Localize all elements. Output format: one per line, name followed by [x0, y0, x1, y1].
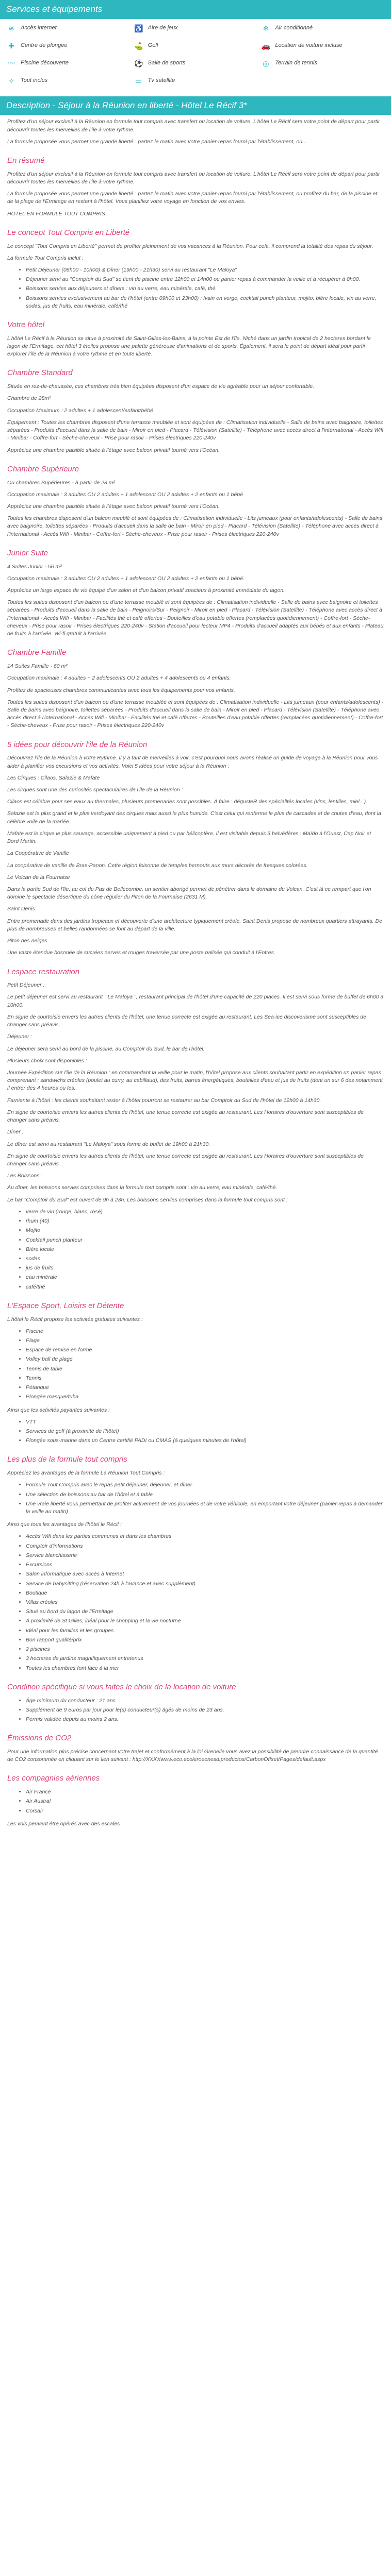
paragraph: En signe de courtoisie envers les autres clients de l'hôtel, une tenue correcte est exigée au restaurant. Les Horaires d'ouverture sont susceptibles de changer sans préavis.: [7, 1109, 364, 1124]
paragraph: La coopérative de vanille de Bras-Panon. Cette région foisonne de temples bernouts aux murs décorés de fresques colorées.: [7, 862, 308, 869]
list-item: • Air Austral: [26, 1798, 384, 1805]
paragraph: La formule proposée vous permet une grande liberté : partez le matin avec votre panier-repas fourni par l'établissement, ou profitez du bar, de la piscine et de la plage de l'Ermitage en restant à l'hôtel. Vous planifiez votre voyage en fonction de vos envies.: [7, 191, 378, 205]
airlines-heading: Les compagnies aériennes: [7, 1774, 100, 1783]
paragraph: Profitez de spacieuses chambres communicantes avec tous les équipements pour vos enfants.: [7, 687, 235, 693]
services-grid: [0, 19, 391, 92]
service-item: [135, 24, 257, 32]
co2-paragraphs: [7, 1748, 384, 1764]
list-item: • Petit Déjeuner (06h00 - 10h00) & Dîner (19h00 - 21h30) servi au restaurant "Le Maloya": [26, 266, 384, 274]
concept-list: [7, 266, 384, 310]
list-item: • Boissons servies aux déjeuners et dîners : vin au verre, eau minérale, café, thé: [26, 285, 384, 293]
paragraph: Occupation maximale : 4 adultes + 2 adolescents OU 2 adultes + 4 adolescents ou 4 enfants.: [7, 675, 231, 682]
paragraph: Ou chambres Supérieures - à partir de 28 m²: [7, 479, 115, 486]
service-item: [7, 77, 129, 85]
paragraph: Appréciez un large espace de vie équipé d'un salon et d'un balcon privatif spacieux à proximité immédiate du lagon.: [7, 587, 285, 594]
service-label: Accès internet: [21, 24, 57, 31]
list-item: • Une vraie liberté vous permettant de profiter activement de vos journées et de votre véhicule, en emportant votre déjeuner (panier-repas à demander la veille au matin): [26, 1500, 384, 1516]
plus-extra-text: Ainsi que tous les avantages de l'hôtel le Récif :: [7, 1521, 122, 1528]
list-item: • Permis validée depuis au moins 2 ans.: [26, 1716, 384, 1723]
paragraph: Le concept "Tout Compris en Liberté" permet de profiter pleinement de vos vacances à la Réunion. Pour cela, il comprend la totalité des repas du séjour.: [7, 243, 373, 249]
list-item: • Boutique: [26, 1589, 384, 1597]
service-item: [262, 42, 384, 50]
service-label: Tout inclus: [21, 77, 48, 83]
list-item: • Formule Tout Compris avec le repas petit déjeuner, déjeuner, et dîner: [26, 1481, 384, 1489]
list-item: • Mojito: [26, 1227, 384, 1234]
plus-paragraphs: [7, 1469, 384, 1477]
service-label: Salle de sports: [148, 59, 186, 66]
plus-list: [7, 1481, 384, 1516]
resume-paragraphs: [7, 171, 384, 218]
service-item: [262, 59, 384, 67]
paragraph: 14 Suites Famille - 60 m²: [7, 663, 68, 670]
paragraph: En signe de courtoisie envers les autres clients de l'hôtel, une tenue correcte est exigée au restaurant. Les Horaires d'ouverture sont susceptibles de changer sans préavis.: [7, 1153, 364, 1167]
snowflake-icon: ❄: [263, 24, 269, 32]
paragraph: Chambre de 28m²: [7, 395, 51, 402]
paragraph: Plusieurs choix sont disponibles :: [7, 1057, 87, 1064]
service-item: [7, 59, 129, 67]
paragraph: La Coopérative de Vanille: [7, 850, 69, 857]
paragraph: Entre promenade dans des jardins tropicaux et découverte d'une architecture typiquement créole, Saint Denis propose de nombreux quartiers attrayants. De plus de nombreuses et belles randonnées se font au départ de la ville.: [7, 918, 382, 932]
paragraph: Une vaste étendue bosonée de sucrées nerves et rouges traversée par une poste balisée qui conduit à l'Entres.: [7, 950, 275, 956]
plus-heading: Les plus de la formule tout compris: [7, 1455, 127, 1464]
service-label: Location de voiture incluse: [275, 42, 343, 48]
list-item: • café/thé: [26, 1283, 384, 1291]
car-icon: 🚗: [261, 41, 271, 50]
list-item: • rhum (40): [26, 1217, 384, 1225]
paragraph: Appréciez une chambre paisible située à l'étage avec balcon privatif tourné vers l'Océan.: [7, 503, 220, 510]
service-label: Aire de jeux: [148, 24, 178, 31]
superieure-paragraphs: [7, 479, 384, 538]
paragraph: Toutes les suites disposent d'un balcon ou d'une terrasse meublé et sont équipées de : Climatisation individuelle - Salle de bains avec baignoire et toilettes séparées - Produits d'accueil dans la salle de bain - Peignoirs/Sur - Peignoir - Miroir en pied - Placard - Télévision (Satellite) - Téléphone avec accès direct à l'international - Accès Wifi - Minibar - Facilités thé et café offertes - Bouteilles d'eau potable offertes (remplacées quotidiennement) - Coffre-fort - Sèche-cheveux - Prise pour rasoir - Prises électriques 220-240v - Station d'accueil pour lecteur MP4 - Produits d'accueil adaptés aux bébés et aux enfants - Plateau de fruits à l'arrivée. Wi-fi gratuit à l'arrivée.: [7, 599, 384, 637]
paragraph: Farniente à l'hôtel : les clients souhaitant rester à l'hôtel pourront se restaurer au bar Comptoir du Sud de l'hôtel de 12h00 à 14h30.: [7, 1097, 321, 1104]
service-item: [135, 59, 257, 67]
paragraph: Les Cirques : Cilaos, Salazie & Mafate: [7, 774, 100, 781]
service-item: [7, 42, 129, 50]
list-item: • Déjeuner servi au "Comptoir du Sud" se tient de piscine entre 12h00 et 14h00 ou panier repas à commander la veille et à récupérer à 8h00.: [26, 276, 384, 283]
paragraph: Les cirques sont une des curiosités spectaculaires de l'île de la Réunion :: [7, 787, 183, 793]
paragraph: La formule proposée vous permet une grande liberté : partez le matin avec votre panier-repas fourni par l'établissement, ou...: [7, 138, 307, 145]
boissons-list: [7, 1208, 384, 1291]
airlines-note: Les vols peuvent être opérés avec des escales: [7, 1820, 120, 1827]
junior-paragraphs: [7, 563, 384, 638]
list-item: • Air France: [26, 1788, 384, 1796]
list-item: • 2 piscines: [26, 1646, 384, 1653]
accessibility-icon: ♿: [134, 24, 143, 32]
list-item: • Espace de remise en forme: [26, 1346, 384, 1354]
paragraph: Dans la partie Sud de l'île, au col du Pas de Bellecombe, un sentier aborigé permet de pénétrer dans le domaine du Volcan. C'est là ce rempart que l'on domine le spectacle désertique du cône régulier du Piton de la Fournaise (2631 M).: [7, 886, 371, 901]
paragraph: Appréciez une chambre paisible située à l'étage avec balcon privatif tourné vers l'Océan.: [7, 447, 220, 453]
list-item: • 3 hectares de jardins magnifiquement entretenus: [26, 1655, 384, 1663]
paragraph: Au dîner, les boissons servies comprises dans la formule tout compris sont : vin au verre, eau minérale, café/thé.: [7, 1184, 278, 1191]
standard-paragraphs: [7, 383, 384, 454]
paragraph: Saint Denis: [7, 906, 35, 912]
paragraph: Occupation maximale : 3 adultes OU 2 adultes + 1 adolescent OU 2 adultes + 2 enfants ou 1 bébé: [7, 491, 243, 498]
list-item: • Idéal pour les familles et les groupes: [26, 1627, 384, 1635]
list-item: • jus de fruits: [26, 1264, 384, 1272]
paragraph: Pour une information plus précise concernant votre trajet et conformément à la loi Grenelle vous avez la possibilité de prendre connaissance de la quantité de CO2 consommée en cliquant sur le lien suivant : http://XXXXwww.eco.ecoleroeonesd.productos/CarbonOffset/Pages/default.aspx: [7, 1748, 378, 1763]
list-item: • À proximité de St Gilles, idéal pour le shopping et la vie nocturne: [26, 1617, 384, 1625]
list-item: • Toutes les chambres font face à la mer: [26, 1665, 384, 1672]
paragraph: Les Boissons :: [7, 1173, 43, 1179]
list-item: • sodas: [26, 1255, 384, 1263]
service-label: Centre de plongee: [21, 42, 68, 48]
service-label: Terrain de tennis: [275, 59, 317, 66]
list-item: • Comptoir d'informations: [26, 1543, 384, 1550]
sport-heading: L'Espace Sport, Loisirs et Détente: [7, 1301, 124, 1310]
standard-heading: Chambre Standard: [7, 368, 73, 378]
conditions-list: [7, 1697, 384, 1724]
list-item: • Bière locale: [26, 1246, 384, 1253]
sport-extra-text: Ainsi que les activités payantes suivantes :: [7, 1406, 110, 1413]
services-banner: Services et équipements: [0, 0, 391, 19]
lieux-heading: 5 idées pour découvrir l'île de la Réunion: [7, 740, 148, 749]
list-item: • Plongée masque/tuba: [26, 1393, 384, 1401]
list-item: • Accès Wifi dans les parties communes et dans les chambres: [26, 1533, 384, 1540]
service-label: Golf: [148, 42, 158, 48]
lieux-paragraphs: [7, 754, 384, 957]
paragraph: Le déjeuner sera servi au bord de la piscine, au Comptoir du Sud, le bar de l'hôtel.: [7, 1045, 205, 1052]
list-item: • Une sélection de boissons au bar de l'hôtel et à table: [26, 1491, 384, 1499]
list-item: • Tennis de table: [26, 1365, 384, 1373]
paragraph: HÔTEL EN FORMULE TOUT COMPRIS: [7, 210, 105, 217]
paragraph: Toutes les chambres disposent d'un balcon meublé et sont équipées de : Climatisation individuelle - Lits jumeaux (pour enfants/adolescents) - Salle de bains avec baignoire, toilettes séparées - Produits d'accueil dans la salle de bain - Miroir en pied - Placard - Télévision (Satellite) - Téléphone avec accès direct à l'international - Accès Wifi - Minibar - Coffre-fort - Sèche-cheveux - Prise pour rasoir - Prises électriques 220-240v: [7, 515, 383, 537]
list-item: • Bon rapport qualité/prix: [26, 1636, 384, 1644]
paragraph: Equipement : Toutes les chambres disposent d'une terrasse meublée et sont équipées de : Climatisation individuelle - Salle de bains avec baignoire, toilettes séparées - Produits d'accueil dans la salle de bain - Miroir en pied - Placard - Télévision (Satellite) - Téléphone avec accès direct à l'international - Accès Wifi - Minibar - Coffre-fort - Sèche-cheveux - Prise pour rasoir - Prises électriques 220-240v: [7, 419, 383, 442]
paragraph: Mafate est le cirque le plus sauvage, accessible uniquement à pied ou par hélicoptère. Il est visitable depuis 3 belvédères : Maïdo à l'Ouest, Cap Noir et Bord Martin.: [7, 830, 371, 845]
list-item: • Services de golf (à proximité de l'hôtel): [26, 1428, 384, 1435]
famille-paragraphs: [7, 663, 384, 730]
golf-icon: ⛳: [134, 41, 143, 50]
service-item: [135, 42, 257, 50]
wifi-icon: ≋: [8, 24, 14, 32]
list-item: • Boissons servies exclusivement au bar de l'hôtel (entre 09h00 et 23h00) : Ivain en verge, cocktail punch planteur, mojito, bière locale, vin au verre, sodas, jus de fruits, eau minérale, café/thé: [26, 295, 384, 310]
paragraph: Le bar "Comptoir du Sud" est ouvert de 9h à 23h. Les boissons servies comprises dans la formule tout compris sont :: [7, 1196, 288, 1203]
list-item: • Âge minimum du conducteur : 21 ans: [26, 1697, 384, 1705]
description-banner: Description - Séjour à la Réunion en liberté - Hôtel Le Récif 3*: [0, 96, 391, 115]
pool-icon: 〰: [8, 59, 15, 67]
tennis-icon: ◎: [263, 59, 269, 67]
conditions-heading: Condition spécifique si vous faites le choix de la location de voiture: [7, 1682, 236, 1691]
list-item: • Piscine: [26, 1328, 384, 1335]
paragraph: Occupation maximale : 3 adultes OU 2 adultes + 1 adolescent OU 2 adultes + 2 enfants ou 1 bébé.: [7, 575, 245, 582]
paragraph: Profitez d'un séjour exclusif à la Réunion en formule tout compris avec transfert ou location de voiture. L'hôtel Le Récif sera votre point de départ pour partir découvrir toutes les merveilles de l'île à votre rythme.: [7, 171, 380, 185]
list-item: • Plage: [26, 1337, 384, 1345]
fitness-icon: ✚: [8, 41, 14, 50]
paragraph: La formule Tout Compris inclut :: [7, 255, 84, 261]
list-item: • Volley ball de plage: [26, 1355, 384, 1363]
paragraph: Déjeuner :: [7, 1033, 32, 1040]
resto-paragraphs: [7, 981, 384, 1204]
sport-paragraphs: [7, 1316, 384, 1324]
service-label: Air conditionné: [275, 24, 313, 31]
intro-paragraphs: [7, 118, 384, 146]
concept-paragraphs: [7, 243, 384, 262]
list-item: • Salon informatique avec accès à Internet: [26, 1570, 384, 1578]
paragraph: Journée Expédition sur l'île de la Réunion : en commandant la veille pour le matin, l'hôtel propose aux clients souhaitant partir en expédition un panier repas comprenant : sandwichs créoles (poulet au curry, au cabillaud), des fruits, barres énergétiques, bouteilles d'eau et jus de fruits (dont un sur 6 des notamment il entrer des 4 heures ou les.: [7, 1070, 383, 1092]
description-content: [0, 115, 391, 1842]
service-item: [7, 24, 129, 32]
paragraph: Située en rez-de-chaussée, ces chambres très bien équipées disposent d'un espace de vie agréable pour un séjour confortable.: [7, 383, 315, 390]
paragraph: Le Volcan de la Fournaise: [7, 874, 70, 880]
service-label: Piscine découverte: [21, 59, 69, 66]
list-item: • Excursions: [26, 1561, 384, 1569]
tv-icon: ▭: [135, 76, 142, 85]
paragraph: Petit Déjeuner :: [7, 982, 45, 989]
famille-heading: Chambre Famille: [7, 648, 67, 657]
paragraph: L'hôtel le Récif propose les activités gratuites suivantes :: [7, 1316, 143, 1323]
sport-extra-list: [7, 1418, 384, 1445]
sport-list: [7, 1328, 384, 1401]
list-item: • Service de babysitting (réservation 24h à l'avance et avec supplément): [26, 1580, 384, 1588]
junior-heading: Junior Suite: [7, 548, 48, 557]
list-item: • VTT: [26, 1418, 384, 1426]
airlines-list: [7, 1788, 384, 1815]
paragraph: 4 Suites Junior - 56 m²: [7, 563, 62, 570]
plus-extra-list: [7, 1533, 384, 1672]
paragraph: Toutes les suites disposent d'un balcon ou d'une terrasse meublée et sont équipées de : Climatisation individuelle - Lits jumeaux (pour enfants/adolescents) - Salle de bains avec baignoire, toilettes séparées - Produits d'accueil dans la salle de bain - Miroir en pied - Placard - Télévision (Satellite) - Téléphone avec accès direct à l'international - Accès Wifi - Minibar - Facilités thé et café offertes - Bouteilles d'eau potable offertes (remplacées quotidiennement) - Coffre-fort - Sèche-cheveux - Prise pour rasoir - Prises électriques 220-240v: [7, 699, 384, 729]
list-item: • Villas créoles: [26, 1599, 384, 1606]
list-item: • eau minérale: [26, 1274, 384, 1281]
paragraph: Occupation Maximum : 2 adultes + 1 adolescent/enfant/bébé: [7, 407, 153, 414]
sport-icon: ⚽: [134, 59, 143, 67]
paragraph: Cilaos est célèbre pour ses eaux au thermales, plusieurs promenades sont possibles. À faire : dégusteR des spécialités locales (vins, lentilles, miel...).: [7, 799, 368, 805]
list-item: • Corsair: [26, 1807, 384, 1815]
list-item: • Situé au bord du lagon de l'Ermitage: [26, 1608, 384, 1616]
hotel-paragraphs: [7, 335, 384, 359]
paragraph: Le petit déjeuner est servi au restaurant " Le Maloya ", restaurant principal de l'hôtel d'une capacité de 220 places. Il est servi sous forme de buffet de 6h00 à 10h00.: [7, 994, 384, 1008]
paragraph: Piton des neiges: [7, 938, 47, 944]
list-item: • Cocktail punch planteur: [26, 1236, 384, 1244]
list-item: • Pétanque: [26, 1384, 384, 1392]
service-item: [262, 24, 384, 32]
paragraph: Découvrez l'île de la Réunion à votre Rythme. Il y a tant de merveilles à voir, c'est pourquoi nous avons réalisé un guide de voyage à la Réunion pour vous aider à planifier vos excursions et vos activités. Voici 5 idées pour votre séjour à la Réunion :: [7, 755, 378, 769]
hotel-heading: Votre hôtel: [7, 320, 44, 330]
resume-heading: En résumé: [7, 156, 45, 165]
resto-heading: Lespace restauration: [7, 967, 80, 976]
concept-heading: Le concept Tout Compris en Liberté: [7, 228, 130, 237]
list-item: • Service blanchisserie: [26, 1552, 384, 1560]
all-inclusive-icon: ✧: [8, 76, 14, 85]
paragraph: Le dîner est servi au restaurant "Le Maloya" sous forme de buffet de 19h00 à 21h30.: [7, 1141, 210, 1147]
paragraph: L'hôtel Le Récif à la Réunion se situe à proximité de Saint-Gilles-les-Bains, à la pointe Est de l'île. Niché dans un jardin tropical de 2 hectares bordant le lagon de l'Ermitage, cet hôtel 3 étoiles propose une palette généreuse d'animations et de sports. Également, il sera le point de départ idéal pour partir explorer l'île de la Réunion à votre rythme et en toute liberté.: [7, 335, 371, 358]
list-item: • Plongée sous-marine dans un Centre certifié PADI ou CMAS (à quelques minutes de l'hôtel): [26, 1437, 384, 1445]
superieure-heading: Chambre Supérieure: [7, 464, 79, 473]
paragraph: En signe de courtoisie envers les autres clients de l'hôtel, une tenue correcte est exigée au restaurant. Les Sea-ice discoverisme sont susceptibles de changer sans préavis.: [7, 1013, 366, 1028]
list-item: • Supplément de 9 euros par jour pour le(s) conducteur(s) âgés de moins de 23 ans.: [26, 1706, 384, 1714]
service-item: [135, 77, 257, 85]
paragraph: Appréciez les avantages de la formule La Réunion Tout Compris :: [7, 1470, 165, 1477]
list-item: • verre de vin (rouge, blanc, rosé): [26, 1208, 384, 1216]
paragraph: Salazie est le plus grand et le plus verdoyant des cirques mais aussi le plus humide. C'est celui qui renferme le plus de cascades et de chutes d'eau, dont la célèbre voile de la mariée.: [7, 810, 381, 825]
paragraph: Profitez d'un séjour exclusif à la Réunion en formule tout compris avec transfert ou location de voiture. L'hôtel Le Récif sera votre point de départ pour partir découvrir toutes les merveilles de l'île à votre rythme.: [7, 118, 380, 133]
service-label: Tv satellite: [148, 77, 175, 83]
paragraph: Dîner :: [7, 1129, 24, 1136]
co2-heading: Émissions de CO2: [7, 1734, 72, 1743]
list-item: • Tennis: [26, 1375, 384, 1382]
